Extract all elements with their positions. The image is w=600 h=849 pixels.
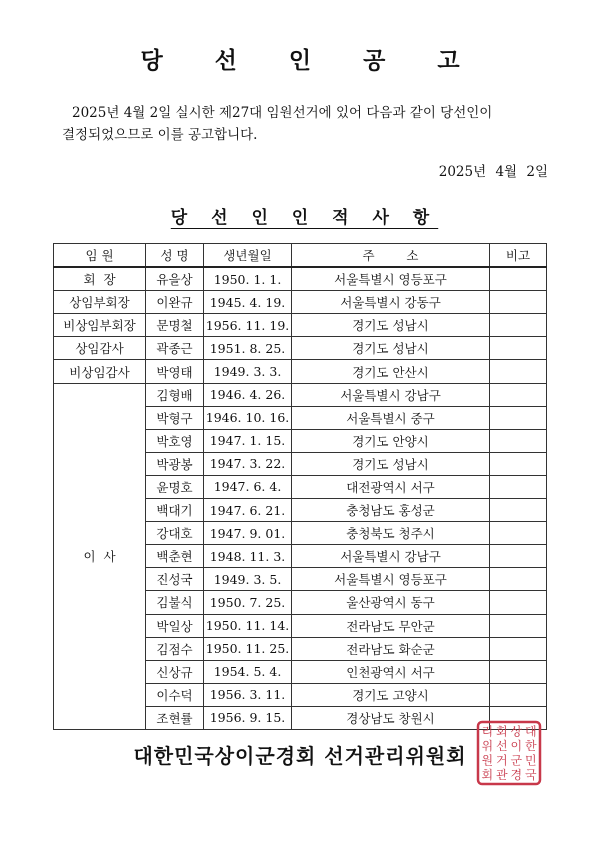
table-header-row — [54, 244, 547, 268]
seal-char: 위 — [481, 739, 494, 753]
cell-name: 박일상 — [146, 614, 204, 637]
cell-address: 충청북도 청주시 — [292, 522, 490, 545]
cell-name: 김불식 — [146, 591, 204, 614]
seal-char: 대 — [524, 724, 537, 739]
cell-name: 곽종근 — [146, 337, 204, 360]
cell-name: 박광봉 — [146, 452, 204, 475]
seal-char: 선 — [495, 739, 508, 753]
cell-note — [490, 683, 547, 706]
seal-characters — [481, 724, 537, 783]
cell-name: 유을상 — [146, 267, 204, 291]
cell-address: 경기도 성남시 — [292, 337, 490, 360]
cell-name: 이완규 — [146, 291, 204, 314]
cell-note — [490, 614, 547, 637]
cell-role: 상임감사 — [54, 337, 146, 360]
cell-note — [490, 429, 547, 452]
cell-name: 강대호 — [146, 522, 204, 545]
cell-address: 서울특별시 강남구 — [292, 545, 490, 568]
cell-note — [490, 406, 547, 429]
seal-char: 이 — [510, 739, 523, 753]
cell-name: 진성국 — [146, 568, 204, 591]
cell-name: 이수덕 — [146, 683, 204, 706]
cell-birth: 1947. 6. 21. — [204, 499, 292, 522]
cell-birth: 1954. 5. 4. — [204, 660, 292, 683]
cell-birth: 1947. 6. 4. — [204, 475, 292, 498]
committee-name: 대한민국상이군경회 선거관리위원회 — [133, 744, 467, 768]
cell-note — [490, 637, 547, 660]
cell-note — [490, 660, 547, 683]
cell-address: 경상남도 창원시 — [292, 706, 490, 729]
cell-birth: 1949. 3. 5. — [204, 568, 292, 591]
cell-note — [490, 522, 547, 545]
cell-address: 서울특별시 중구 — [292, 406, 490, 429]
cell-address: 서울특별시 강동구 — [292, 291, 490, 314]
cell-note — [490, 499, 547, 522]
table-row — [54, 291, 547, 314]
seal-char: 상 — [510, 724, 523, 739]
cell-birth: 1950. 1. 1. — [204, 267, 292, 291]
cell-address: 전라남도 화순군 — [292, 637, 490, 660]
seal-char: 거 — [495, 753, 508, 768]
cell-address: 경기도 안양시 — [292, 429, 490, 452]
cell-birth: 1949. 3. 3. — [204, 360, 292, 383]
cell-name: 윤명호 — [146, 475, 204, 498]
cell-note — [490, 568, 547, 591]
cell-name: 박형구 — [146, 406, 204, 429]
header-role: 임 원 — [54, 244, 146, 268]
table-row — [54, 267, 547, 291]
cell-name: 문명철 — [146, 314, 204, 337]
cell-address: 경기도 성남시 — [292, 452, 490, 475]
cell-name: 조현률 — [146, 706, 204, 729]
cell-address: 충청남도 홍성군 — [292, 499, 490, 522]
seal-char: 경 — [510, 768, 523, 782]
cell-birth: 1946. 10. 16. — [204, 406, 292, 429]
elected-members-table — [53, 243, 547, 730]
cell-note — [490, 383, 547, 406]
cell-birth: 1946. 4. 26. — [204, 383, 292, 406]
cell-birth: 1945. 4. 19. — [204, 291, 292, 314]
cell-birth: 1951. 8. 25. — [204, 337, 292, 360]
table-row — [54, 314, 547, 337]
notice-text: 2025년 4월 2일 실시한 제27대 임원선거에 있어 다음과 같이 당선인이 결정되었으므로 이를 공고합니다. — [62, 105, 493, 143]
seal-char: 회 — [481, 768, 494, 782]
official-seal-stamp — [476, 720, 542, 786]
cell-role: 이 사 — [54, 383, 146, 729]
cell-note — [490, 545, 547, 568]
cell-note — [490, 475, 547, 498]
header-address: 주 소 — [292, 244, 490, 268]
seal-char: 관 — [495, 768, 508, 782]
cell-note — [490, 337, 547, 360]
cell-address: 대전광역시 서구 — [292, 475, 490, 498]
header-note: 비고 — [490, 244, 547, 268]
cell-name: 백대기 — [146, 499, 204, 522]
seal-char: 회 — [495, 724, 508, 739]
notice-date: 2025년 4월 2일 — [438, 164, 548, 180]
header-birth: 생년월일 — [204, 244, 292, 268]
cell-birth: 1950. 11. 14. — [204, 614, 292, 637]
cell-birth: 1956. 11. 19. — [204, 314, 292, 337]
cell-note — [490, 591, 547, 614]
cell-birth: 1948. 11. 3. — [204, 545, 292, 568]
cell-role: 비상임부회장 — [54, 314, 146, 337]
cell-role: 상임부회장 — [54, 291, 146, 314]
cell-birth: 1956. 3. 11. — [204, 683, 292, 706]
cell-note — [490, 267, 547, 291]
seal-char: 한 — [524, 739, 537, 753]
cell-address: 경기도 고양시 — [292, 683, 490, 706]
table-body — [54, 267, 547, 729]
seal-char: 국 — [524, 768, 537, 782]
cell-role: 비상임감사 — [54, 360, 146, 383]
cell-address: 서울특별시 강남구 — [292, 383, 490, 406]
seal-char: 군 — [510, 753, 523, 768]
cell-address: 서울특별시 영등포구 — [292, 568, 490, 591]
cell-address: 전라남도 무안군 — [292, 614, 490, 637]
cell-name: 백춘현 — [146, 545, 204, 568]
cell-address: 경기도 안산시 — [292, 360, 490, 383]
header-name: 성 명 — [146, 244, 204, 268]
cell-name: 신상규 — [146, 660, 204, 683]
document-title: 당 선 인 공 고 — [140, 48, 482, 74]
table-subtitle: 당 선 인 인 적 사 항 — [170, 208, 439, 228]
table-row — [54, 337, 547, 360]
cell-birth: 1947. 1. 15. — [204, 429, 292, 452]
seal-char: 리 — [481, 724, 494, 739]
cell-address: 울산광역시 동구 — [292, 591, 490, 614]
table-row — [54, 360, 547, 383]
cell-note — [490, 360, 547, 383]
cell-birth: 1956. 9. 15. — [204, 706, 292, 729]
cell-address: 서울특별시 영등포구 — [292, 267, 490, 291]
cell-note — [490, 452, 547, 475]
seal-char: 민 — [524, 753, 537, 768]
cell-note — [490, 314, 547, 337]
cell-birth: 1950. 7. 25. — [204, 591, 292, 614]
cell-name: 김형배 — [146, 383, 204, 406]
cell-address: 인천광역시 서구 — [292, 660, 490, 683]
cell-address: 경기도 성남시 — [292, 314, 490, 337]
table-row — [54, 383, 547, 406]
cell-birth: 1947. 9. 01. — [204, 522, 292, 545]
cell-birth: 1950. 11. 25. — [204, 637, 292, 660]
cell-note — [490, 291, 547, 314]
seal-char: 원 — [481, 753, 494, 768]
cell-birth: 1947. 3. 22. — [204, 452, 292, 475]
cell-name: 박영태 — [146, 360, 204, 383]
cell-role: 회 장 — [54, 267, 146, 291]
cell-name: 박호영 — [146, 429, 204, 452]
cell-name: 김점수 — [146, 637, 204, 660]
